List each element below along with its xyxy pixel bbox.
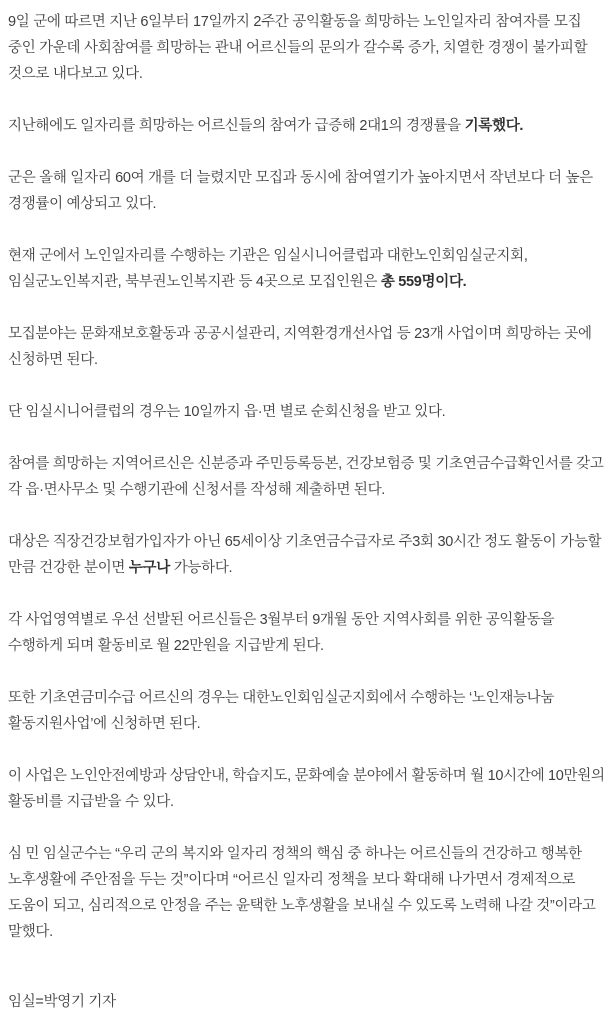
paragraph-text: 지난해에도 일자리를 희망하는 어르신들의 참여가 급증해 2대1의 경쟁률을 xyxy=(8,118,465,134)
paragraph-text: 심 민 임실군수는 “우리 군의 복지와 일자리 정책의 핵심 중 하나는 어르신들의 건강하고 행복한 노후생활에 주안점을 두는 것”이다며 “어르신 일자리 정책을 보다 확대해 나가면서 경제적으로 도움이 되고, 심리적으로 안정을 주는 윤택한 노후생활을 보내실 수 있도록 노력해 나갈 것”이라고 말했다. xyxy=(8,846,596,940)
paragraph-9 xyxy=(8,607,606,659)
paragraph-text: 대상은 직장건강보험가입자가 아닌 65세이상 기초연금수급자로 주3회 30시간 정도 활동이 가능할 만큼 건강한 분이면 xyxy=(8,534,602,576)
paragraph-4 xyxy=(8,243,606,295)
paragraph-2 xyxy=(8,113,606,139)
byline: 임실=박영기 기자 xyxy=(8,994,116,1010)
paragraph-text: 각 사업영역별로 우선 선발된 어르신들은 3월부터 9개월 동안 지역사회를 위한 공익활동을 수행하게 되며 활동비로 월 22만원을 지급받게 된다. xyxy=(8,612,555,654)
paragraph-text: 단 임실시니어클럽의 경우는 10일까지 읍·면 별로 순회신청을 받고 있다. xyxy=(8,404,446,420)
paragraph-5 xyxy=(8,321,606,373)
paragraph-text: 참여를 희망하는 지역어르신은 신분증과 주민등록등본, 건강보험증 및 기초연금수급확인서를 갖고 각 읍·면사무소 및 수행기관에 신청서를 작성해 제출하면 된다. xyxy=(8,456,604,498)
emphasized-text: 총 559명이다. xyxy=(380,274,467,290)
paragraph-text: 현재 군에서 노인일자리를 수행하는 기관은 임실시니어클럽과 대한노인회임실군지회, 임실군노인복지관, 북부권노인복지관 등 4곳으로 모집인원은 xyxy=(8,248,528,290)
paragraph-11 xyxy=(8,763,606,815)
paragraph-10 xyxy=(8,685,606,737)
paragraph-text: 가능하다. xyxy=(169,560,233,576)
paragraph-text: 9일 군에 따르면 지난 6일부터 17일까지 2주간 공익활동을 희망하는 노인일자리 참여자를 모집 중인 가운데 사회참여를 희망하는 관내 어르신들의 문의가 갈수록 증가, 치열한 경쟁이 불가피할 것으로 내다보고 있다. xyxy=(8,14,588,82)
paragraph-8 xyxy=(8,529,606,581)
paragraph-12 xyxy=(8,841,606,945)
paragraph-text: 군은 올해 일자리 60여 개를 더 늘렸지만 모집과 동시에 참여열기가 높아지면서 작년보다 더 높은 경쟁률이 예상되고 있다. xyxy=(8,170,593,212)
emphasized-text: 기록했다. xyxy=(464,118,524,134)
article-body xyxy=(8,9,606,945)
paragraph-text: 모집분야는 문화재보호활동과 공공시설관리, 지역환경개선사업 등 23개 사업이며 희망하는 곳에 신청하면 된다. xyxy=(8,326,592,368)
paragraph-7 xyxy=(8,451,606,503)
paragraph-3 xyxy=(8,165,606,217)
emphasized-text: 누구나 xyxy=(128,560,170,576)
paragraph-text: 이 사업은 노인안전예방과 상담안내, 학습지도, 문화예술 분야에서 활동하며 월 10시간에 10만원의 활동비를 지급받을 수 있다. xyxy=(8,768,605,810)
paragraph-text: 또한 기초연금미수급 어르신의 경우는 대한노인회임실군지회에서 수행하는 ‘노인재능나눔 활동지원사업’에 신청하면 된다. xyxy=(8,690,555,732)
paragraph-1 xyxy=(8,9,606,87)
paragraph-6 xyxy=(8,399,606,425)
